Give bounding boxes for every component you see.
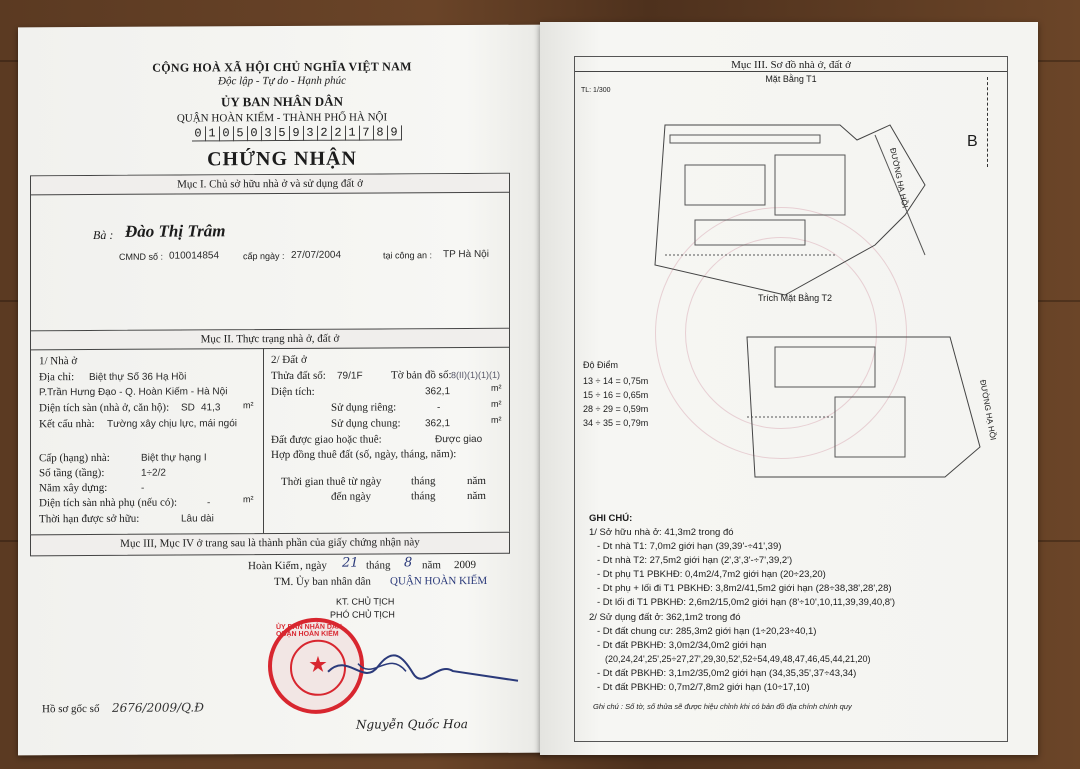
lease-to-month-label: tháng <box>411 490 436 503</box>
owner-name: Đào Thị Trâm <box>125 221 226 241</box>
floor-area-value: 41,3 <box>201 402 221 414</box>
contract-label: Hợp đồng thuê đất (số, ngày, tháng, năm): <box>271 448 457 462</box>
serial-digit: 1 <box>346 126 360 141</box>
grade-value: Biệt thự hạng I <box>141 452 207 464</box>
issued-at-value: TP Hà Nội <box>443 248 489 261</box>
assign-value: Được giao <box>435 433 483 446</box>
structure-label: Kết cấu nhà: <box>39 417 95 431</box>
issued-date-label: cấp ngày : <box>243 250 285 262</box>
cmnd-label: CMND số : <box>119 251 164 262</box>
section-3-frame <box>574 56 1008 742</box>
role-kt-chu-tich: KT. CHỦ TỊCH <box>336 596 395 607</box>
serial-digit: 0 <box>192 126 206 141</box>
red-official-seal: ỦY BAN NHÂN DÂN QUẬN HOÀN KIẾM ★ <box>268 618 364 715</box>
note-line: 2/ Sử dụng đất ở: 362,1m2 trong đó <box>589 612 741 623</box>
day-value: 21 <box>342 555 359 571</box>
aux-area-value: - <box>207 497 211 509</box>
ownership-term-value: Lâu dài <box>181 513 214 525</box>
serial-digit: 1 <box>206 126 220 141</box>
shared-use-value: 362,1 <box>425 418 451 430</box>
floor-area-prefix: SD <box>181 402 195 414</box>
plan-t2-title: Trích Mặt Bằng T2 <box>757 293 833 303</box>
serial-digit: 2 <box>318 126 332 141</box>
on-behalf-org: QUẬN HOÀN KIẾM <box>390 574 488 588</box>
floors-label: Số tầng (tầng): <box>39 466 105 480</box>
month-label: tháng <box>366 559 391 572</box>
section-2-heading: Mục II. Thực trạng nhà ở, đất ở <box>31 329 509 351</box>
signing-place: Hoàn Kiếm <box>248 559 300 573</box>
lease-from-year-label: năm <box>467 474 486 488</box>
serial-digit: 5 <box>234 126 248 141</box>
map-label: Tờ bản đồ số: <box>391 369 452 382</box>
note-line: - Dt đất PBKHĐ: 3,0m2/34,0m2 giới hạn <box>597 640 767 651</box>
serial-digit: 3 <box>262 126 276 141</box>
shared-use-label: Sử dụng chung: <box>331 417 401 430</box>
serial-digit: 3 <box>304 126 318 141</box>
issued-at-label: tại công an : <box>383 250 433 261</box>
note-line: - Dt phụ + lối đi T1 PBKHĐ: 3,8m2/41,5m2 giới hạn (28÷38,38',28',28) <box>597 583 892 594</box>
address-label: Địa chỉ: <box>39 371 75 384</box>
elevation-row: 34 ÷ 35 = 0,79m <box>583 418 649 428</box>
plan-t1-title: Mặt Bằng T1 <box>765 74 817 84</box>
map-value: 8(II)(1)(1)(1) <box>451 369 500 381</box>
north-arrow <box>987 77 988 167</box>
ownership-term-label: Thời hạn được sở hữu: <box>39 512 140 526</box>
floor-plan-t1 <box>625 95 965 305</box>
serial-digit: 2 <box>332 126 346 141</box>
serial-digit: 0 <box>248 126 262 141</box>
year-value: 2009 <box>454 558 476 572</box>
elevation-row: 13 ÷ 14 = 0,75m <box>583 376 649 386</box>
floor-area-label: Diện tích sàn (nhà ở, căn hộ): <box>39 401 170 415</box>
owner-prefix: Bà : <box>93 227 114 242</box>
north-marker: B <box>967 133 978 150</box>
scale-label: TL: 1/300 <box>581 87 611 94</box>
land-heading: 2/ Đất ở <box>271 353 307 367</box>
private-use-label: Sử dụng riêng: <box>331 401 397 414</box>
serial-digit: 8 <box>374 125 388 140</box>
serial-digit: 7 <box>360 126 374 141</box>
elevation-heading: Độ Điểm <box>583 360 619 370</box>
structure-value: Tường xây chịu lực, mái ngói <box>107 418 237 430</box>
section-1-box <box>30 173 510 333</box>
aux-area-label: Diện tích sàn nhà phụ (nếu có): <box>39 496 178 510</box>
note-line: - Dt đất chung cư: 285,3m2 giới hạn (1÷20,23÷40,1) <box>597 626 817 637</box>
elevation-row: 15 ÷ 16 = 0,65m <box>583 390 649 400</box>
note-line: - Dt lối đi T1 PBKHĐ: 2,6m2/15,0m2 giới hạn (8'÷10',10,11,39,39,40,8') <box>597 597 895 608</box>
section-3-reference-box <box>30 532 510 557</box>
note-line: - Dt phụ T1 PBKHĐ: 0,4m2/4,7m2 giới hạn (20÷23,20) <box>597 569 826 580</box>
land-area-label: Diện tích: <box>271 385 315 399</box>
lease-from-label: Thời gian thuê từ ngày <box>281 475 382 489</box>
year-label: năm <box>422 559 441 572</box>
street-label-t1: ĐƯỜNG HẠ HỒI <box>888 147 910 209</box>
note-line: - Dt nhà T1: 7,0m2 giới hạn (39,39'-÷41',39) <box>597 541 782 552</box>
elevation-row: 28 ÷ 29 = 0,59m <box>583 404 649 414</box>
day-label: , ngày <box>300 559 327 572</box>
note-line: - Dt đất PBKHĐ: 3,1m2/35,0m2 giới hạn (34,35,35',37÷43,34) <box>597 668 857 679</box>
assign-label: Đất được giao hoặc thuê: <box>271 433 382 447</box>
notes-footnote: Ghi chú : Số tờ, số thửa sẽ được hiệu chỉnh khi có bản đồ địa chính chính quy <box>593 702 852 711</box>
lease-to-year-label: năm <box>467 489 486 503</box>
certificate-left-page <box>18 25 546 756</box>
motto: Độc lập - Tự do - Hạnh phúc <box>218 74 346 88</box>
role-pho-chu-tich: PHÓ CHỦ TỊCH <box>330 609 395 620</box>
serial-number <box>192 125 402 141</box>
file-number-value: 2676/2009/Q.Đ <box>112 700 204 715</box>
serial-digit: 9 <box>388 125 402 140</box>
shared-use-unit: m² <box>491 414 502 425</box>
cmnd-value: 010014854 <box>169 250 220 262</box>
section-3-heading: Mục III. Sơ đồ nhà ở, đất ở <box>731 59 851 71</box>
address-value-2: P.Trần Hưng Đạo - Q. Hoàn Kiếm - Hà Nội <box>39 386 228 399</box>
floor-area-unit: m² <box>243 400 254 411</box>
floor-plan-t2 <box>735 317 985 497</box>
heading-rule <box>575 71 1007 72</box>
certificate-title: CHỨNG NHẬN <box>207 147 357 171</box>
section-2-divider <box>263 348 264 534</box>
file-number-label: Hồ sơ gốc số <box>42 702 100 716</box>
land-area-unit: m² <box>491 382 502 393</box>
floors-value: 1÷2/2 <box>141 467 166 479</box>
private-use-value: - <box>437 402 441 414</box>
note-line: - Dt đất PBKHĐ: 0,7m2/7,8m2 giới hạn (10÷17,10) <box>597 682 810 693</box>
on-behalf-label: TM. Ủy ban nhân dân <box>274 575 371 589</box>
signature-scribble <box>318 641 538 702</box>
grade-label: Cấp (hạng) nhà: <box>39 451 110 465</box>
year-built-label: Năm xây dựng: <box>39 481 108 495</box>
land-area-value: 362,1 <box>425 386 451 398</box>
certificate-right-page <box>540 22 1038 755</box>
note-line: (20,24,24',25',25÷27,27',29,30,52',52÷54,49,48,47,46,45,44,21,20) <box>605 654 871 664</box>
district-heading: QUẬN HOÀN KIẾM - THÀNH PHỐ HÀ NỘI <box>176 111 388 125</box>
private-use-unit: m² <box>491 398 502 409</box>
lease-to-label: đến ngày <box>331 490 372 503</box>
parcel-label: Thửa đất số: <box>271 369 326 383</box>
section-3-reference: Mục III, Mục IV ở trang sau là thành phần của giấy chứng nhận này <box>120 536 420 550</box>
nation-heading: CỘNG HOÀ XÃ HỘI CHỦ NGHĨA VIỆT NAM <box>152 59 412 75</box>
aux-area-unit: m² <box>243 494 254 505</box>
issued-date-value: 27/07/2004 <box>291 249 342 261</box>
lease-from-month-label: tháng <box>411 475 436 488</box>
serial-digit: 0 <box>220 126 234 141</box>
note-line: 1/ Sở hữu nhà ở: 41,3m2 trong đó <box>589 527 734 538</box>
authority-heading: ỦY BAN NHÂN DÂN <box>221 93 343 110</box>
section-2-box <box>30 328 510 537</box>
month-value: 8 <box>404 555 413 571</box>
section-1-heading: Mục I. Chủ sở hữu nhà ở và sử dụng đất ở <box>31 174 509 196</box>
notes-heading: GHI CHÚ: <box>589 513 633 524</box>
address-value-1: Biệt thự Số 36 Hạ Hồi <box>89 371 187 384</box>
serial-digit: 9 <box>290 126 304 141</box>
street-label-t2: ĐƯỜNG HẠ HỒI <box>978 379 998 441</box>
house-heading: 1/ Nhà ở <box>39 355 78 368</box>
year-built-value: - <box>141 482 145 494</box>
signer-name: Nguyễn Quốc Hoa <box>356 717 468 732</box>
serial-digit: 5 <box>276 126 290 141</box>
note-line: - Dt nhà T2: 27,5m2 giới hạn (2',3',3'-÷7',39,2') <box>597 555 793 566</box>
parcel-value: 79/1F <box>337 370 363 382</box>
